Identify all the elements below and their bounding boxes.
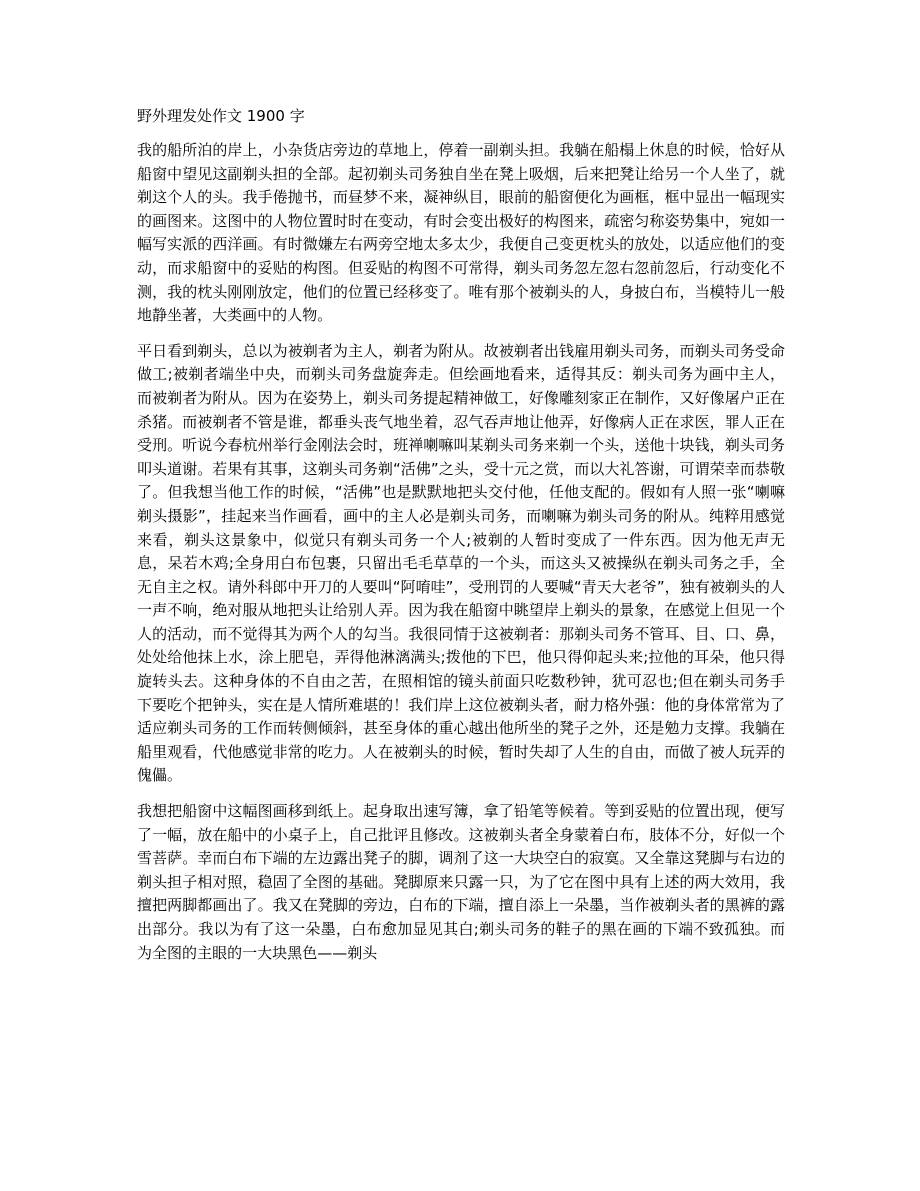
paragraph-3: 我想把船窗中这幅图画移到纸上。起身取出速写簿，拿了铅笔等候着。等到妥贴的位置出现，便写了一幅，放在船中的小桌子上，自己批评且修改。这被剃头者全身蒙着白布，肢体不分，好似一个雪菩萨。幸而白布下端的左边露出凳子的脚，调剂了这一大块空白的寂寞。又全靠这凳脚与右边的剃头担子相对照，稳固了全图的基础。凳脚原来只露一只，为了它在图中具有上述的两大效用，我擅把两脚都画出了。我又在凳脚的旁边，白布的下端，擅自添上一朵墨，当作被剃头者的黑裤的露出部分。我以为有了这一朵墨，白布愈加显见其白;剃头司务的鞋子的黑在画的下端不致孤独。而为全图的主眼的一大块黑色——剃头 — [137, 802, 785, 962]
paragraph-1: 我的船所泊的岸上，小杂货店旁边的草地上，停着一副剃头担。我躺在船榻上休息的时候，恰好从船窗中望见这副剃头担的全部。起初剃头司务独自坐在凳上吸烟，后来把凳让给另一个人坐了，就剃这个人的头。我手倦抛书，而昼梦不来，凝神纵目，眼前的船窗便化为画框，框中显出一幅现实的画图来。这图中的人物位置时时在变动，有时会变出极好的构图来，疏密匀称姿势集中，宛如一幅写实派的西洋画。有时微嫌左右两旁空地太多太少，我便自己变更枕头的放处，以适应他们的变动，而求船窗中的妥贴的构图。但妥贴的构图不可常得，剃头司务忽左忽右忽前忽后，行动变化不测，我的枕头刚刚放定，他们的位置已经移变了。唯有那个被剃头的人，身披白布，当模特儿一般地静坐著，大类画中的人物。 — [137, 141, 785, 325]
document-title: 野外理发处作文 1900 字 — [137, 107, 305, 125]
paragraph-2: 平日看到剃头，总以为被剃者为主人，剃者为附从。故被剃者出钱雇用剃头司务，而剃头司务受命做工;被剃者端坐中央，而剃头司务盘旋奔走。但绘画地看来，适得其反：剃头司务为画中主人，而被剃者为附从。因为在姿势上，剃头司务提起精神做工，好像雕刻家正在制作，又好像屠户正在杀猪。而被剃者不管是谁，都垂头丧气地坐着，忍气吞声地让他弄，好像病人正在求医，罪人正在受刑。听说今春杭州举行金刚法会时，班禅喇嘛叫某剃头司务来剃一个头，送他十块钱，剃头司务叩头道谢。若果有其事，这剃头司务剃“活佛”之头，受十元之赏，而以大礼答谢，可谓荣幸而恭敬了。但我想当他工作的时候，“活佛”也是默默地把头交付他，任他支配的。假如有人照一张“喇嘛剃头摄影”，挂起来当作画看，画中的主人必是剃头司务，而喇嘛为剃头司务的附从。纯粹用感觉来看，剃头这景象中，似觉只有剃头司务一个人;被剃的人暂时变成了一件东西。因为他无声无息，呆若木鸡;全身用白布包裹，只留出毛毛草草的一个头，而这头又被操纵在剃头司务之手，全无自主之权。请外科郎中开刀的人要叫“阿唷哇”，受刑罚的人要喊“青天大老爷”，独有被剃头的人一声不响，绝对服从地把头让给别人弄。因为我在船窗中眺望岸上剃头的景象，在感觉上但见一个人的活动，而不觉得其为两个人的勾当。我很同情于这被剃者：那剃头司务不管耳、目、口、鼻，处处给他抹上水，涂上肥皂，弄得他淋漓满头;拨他的下巴，他只得仰起头来;拉他的耳朵，他只得旋转头去。这种身体的不自由之苦，在照相馆的镜头前面只吃数秒钟，犹可忍也;但在剃头司务手下要吃个把钟头，实在是人情所难堪的！我们岸上这位被剃头者，耐力格外强：他的身体常常为了适应剃头司务的工作而转侧倾斜，甚至身体的重心越出他所坐的凳子之外，还是勉力支撑。我躺在船里观看，代他感觉非常的吃力。人在被剃头的时候，暂时失却了人生的自由，而做了被人玩弄的傀儡。 — [137, 341, 785, 785]
document-page — [137, 104, 785, 977]
